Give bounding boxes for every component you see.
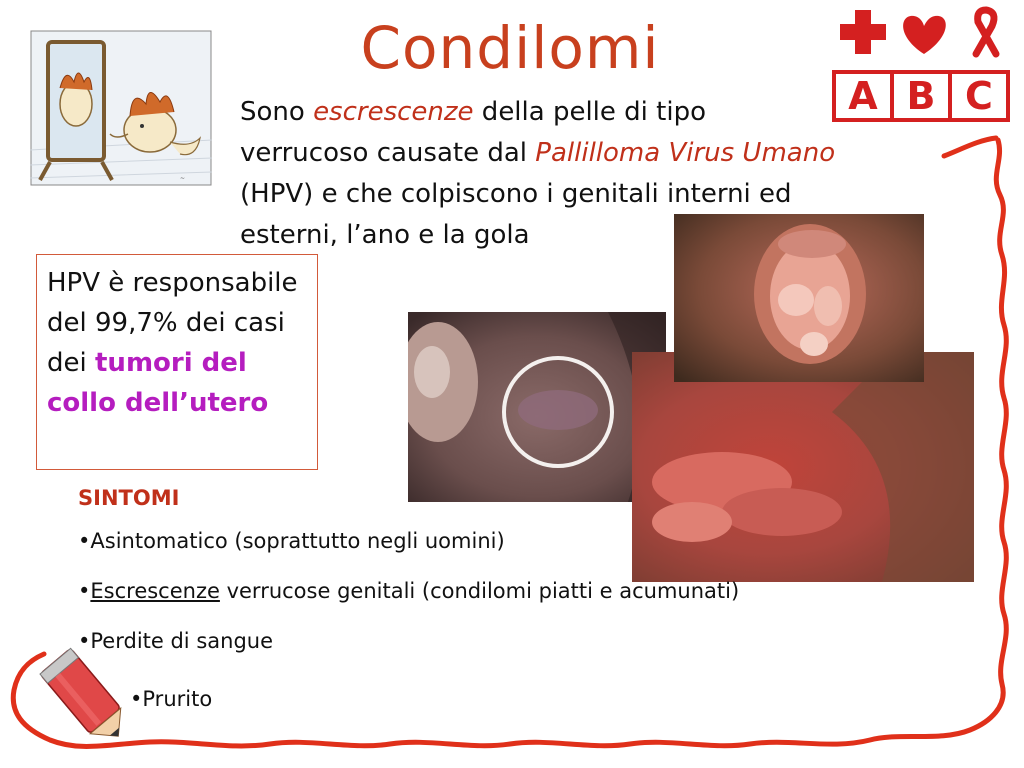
hpv-box-text: HPV è responsabile del 99,7% dei casi dei [47,268,298,378]
heart-icon [903,16,946,54]
intro-line-2 [240,133,960,174]
cartoon-mirror-illustration [30,30,212,186]
symptom-underlined-word: Escrescenze [90,579,220,603]
pencil-icon [30,640,140,750]
symptoms-heading: SINTOMI [78,486,180,510]
logo-letter-c: C [965,74,993,118]
logo-symbols [826,6,1016,72]
svg-text:~: ~ [180,175,186,182]
cross-icon [840,10,886,54]
photo-penile-condylomas [674,214,924,382]
hpv-box-highlight: tumori del collo dell’utero [47,348,269,418]
intro-highlight-escrescenze: escrescenze [313,97,474,127]
page-title: Condilomi [360,14,660,82]
symptom-item: •Perdite di sangue [78,629,273,653]
symptom-item [78,566,938,616]
intro-line-4: esterni, l’ano e la gola [240,220,530,250]
hpv-info-box [36,254,318,470]
intro-line-1 [240,92,960,133]
bullet: • [78,579,91,603]
ribbon-icon [976,10,996,54]
intro-text: Sono [240,97,314,127]
symptom-text: verrucose genitali (condilomi piatti e acumunati) [219,579,740,603]
symptom-item: •Asintomatico (soprattutto negli uomini) [78,529,505,553]
symptoms-section [78,480,938,666]
intro-text: verrucoso causate dal [240,138,536,168]
symptom-item: •Prurito [130,687,213,711]
intro-line-3: (HPV) e che colpiscono i genitali interni ed [240,179,792,209]
logo-letter-a: A [836,74,894,118]
intro-text: della pelle di tipo [473,97,706,127]
logo-letter-b: B [894,74,952,118]
photo-circled-lesion [408,312,666,502]
intro-highlight-virus: Pallilloma Virus Umano [535,138,836,168]
